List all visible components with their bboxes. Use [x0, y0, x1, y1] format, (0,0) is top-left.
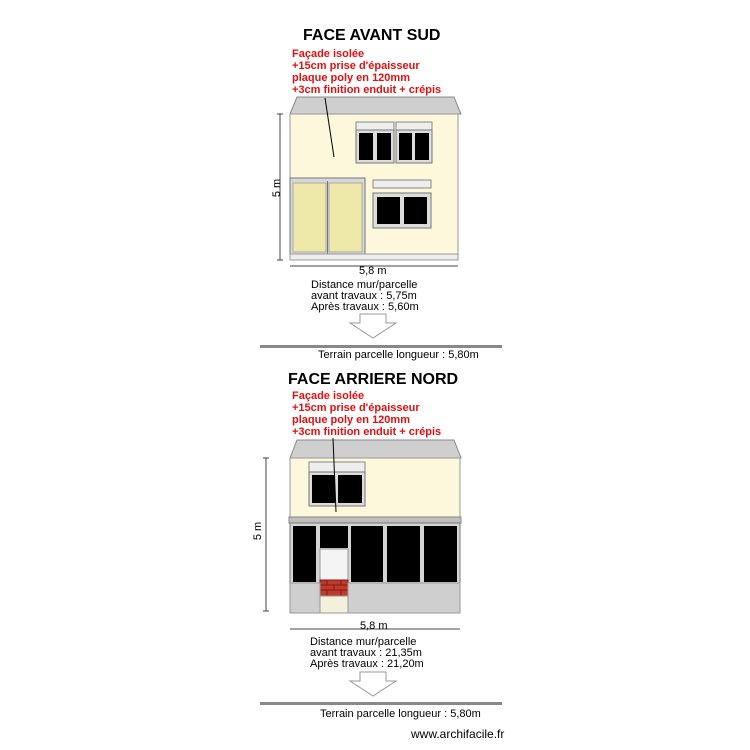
- north-veranda: [290, 523, 460, 583]
- north-note-line: +15cm prise d'épaisseur: [292, 402, 420, 414]
- south-note-line: plaque poly en 120mm: [292, 72, 410, 84]
- south-terrain-line: [260, 345, 502, 348]
- south-distance-line: Après travaux : 5,60m: [311, 301, 419, 313]
- south-base: [290, 254, 458, 260]
- north-height-label: 5 m: [252, 521, 264, 541]
- south-distance: [311, 280, 419, 313]
- south-upper-window-left: [356, 122, 394, 163]
- north-upper-window: [309, 462, 365, 506]
- north-width-label: 5,8 m: [360, 620, 388, 632]
- south-terrain-label: Terrain parcelle longueur : 5,80m: [318, 349, 479, 361]
- north-note-line: Façade isolée: [292, 390, 365, 402]
- south-note-line: +15cm prise d'épaisseur: [292, 60, 420, 72]
- north-brick-step: [320, 580, 348, 596]
- north-down-arrow: [350, 672, 396, 696]
- north-terrain-label: Terrain parcelle longueur : 5,80m: [320, 708, 481, 720]
- south-distance-line: avant travaux : 5,75m: [311, 290, 417, 302]
- north-veranda-roof: [289, 517, 461, 523]
- south-roof: [290, 97, 461, 114]
- watermark-link[interactable]: www.archifacile.fr: [411, 727, 505, 741]
- south-note: [292, 48, 441, 96]
- north-distance-line: Distance mur/parcelle: [310, 636, 417, 648]
- north-base-left: [290, 583, 320, 613]
- north-distance-line: avant travaux : 21,35m: [310, 647, 422, 659]
- south-note-line: +3cm finition enduit + crépis: [292, 84, 442, 96]
- north-distance-line: Après travaux : 21,20m: [310, 658, 424, 670]
- south-title: FACE AVANT SUD: [303, 27, 441, 44]
- north-door-sill: [320, 596, 348, 613]
- south-upper-window-right: [396, 122, 432, 163]
- south-lower-window: [373, 180, 431, 228]
- north-note: [292, 390, 441, 438]
- north-distance: [310, 637, 424, 670]
- north-note-line: +3cm finition enduit + crépis: [292, 426, 442, 438]
- south-height-label: 5 m: [271, 178, 283, 198]
- south-distance-line: Distance mur/parcelle: [311, 279, 418, 291]
- south-down-arrow: [350, 314, 396, 338]
- north-terrain-line: [260, 702, 502, 705]
- north-base-right: [348, 583, 460, 613]
- south-width-label: 5,8 m: [359, 265, 387, 277]
- south-note-line: Façade isolée: [292, 48, 365, 60]
- south-sliding-door: [290, 178, 365, 254]
- north-title: FACE ARRIERE NORD: [288, 371, 459, 388]
- north-note-line: plaque poly en 120mm: [292, 414, 410, 426]
- north-roof: [290, 440, 461, 458]
